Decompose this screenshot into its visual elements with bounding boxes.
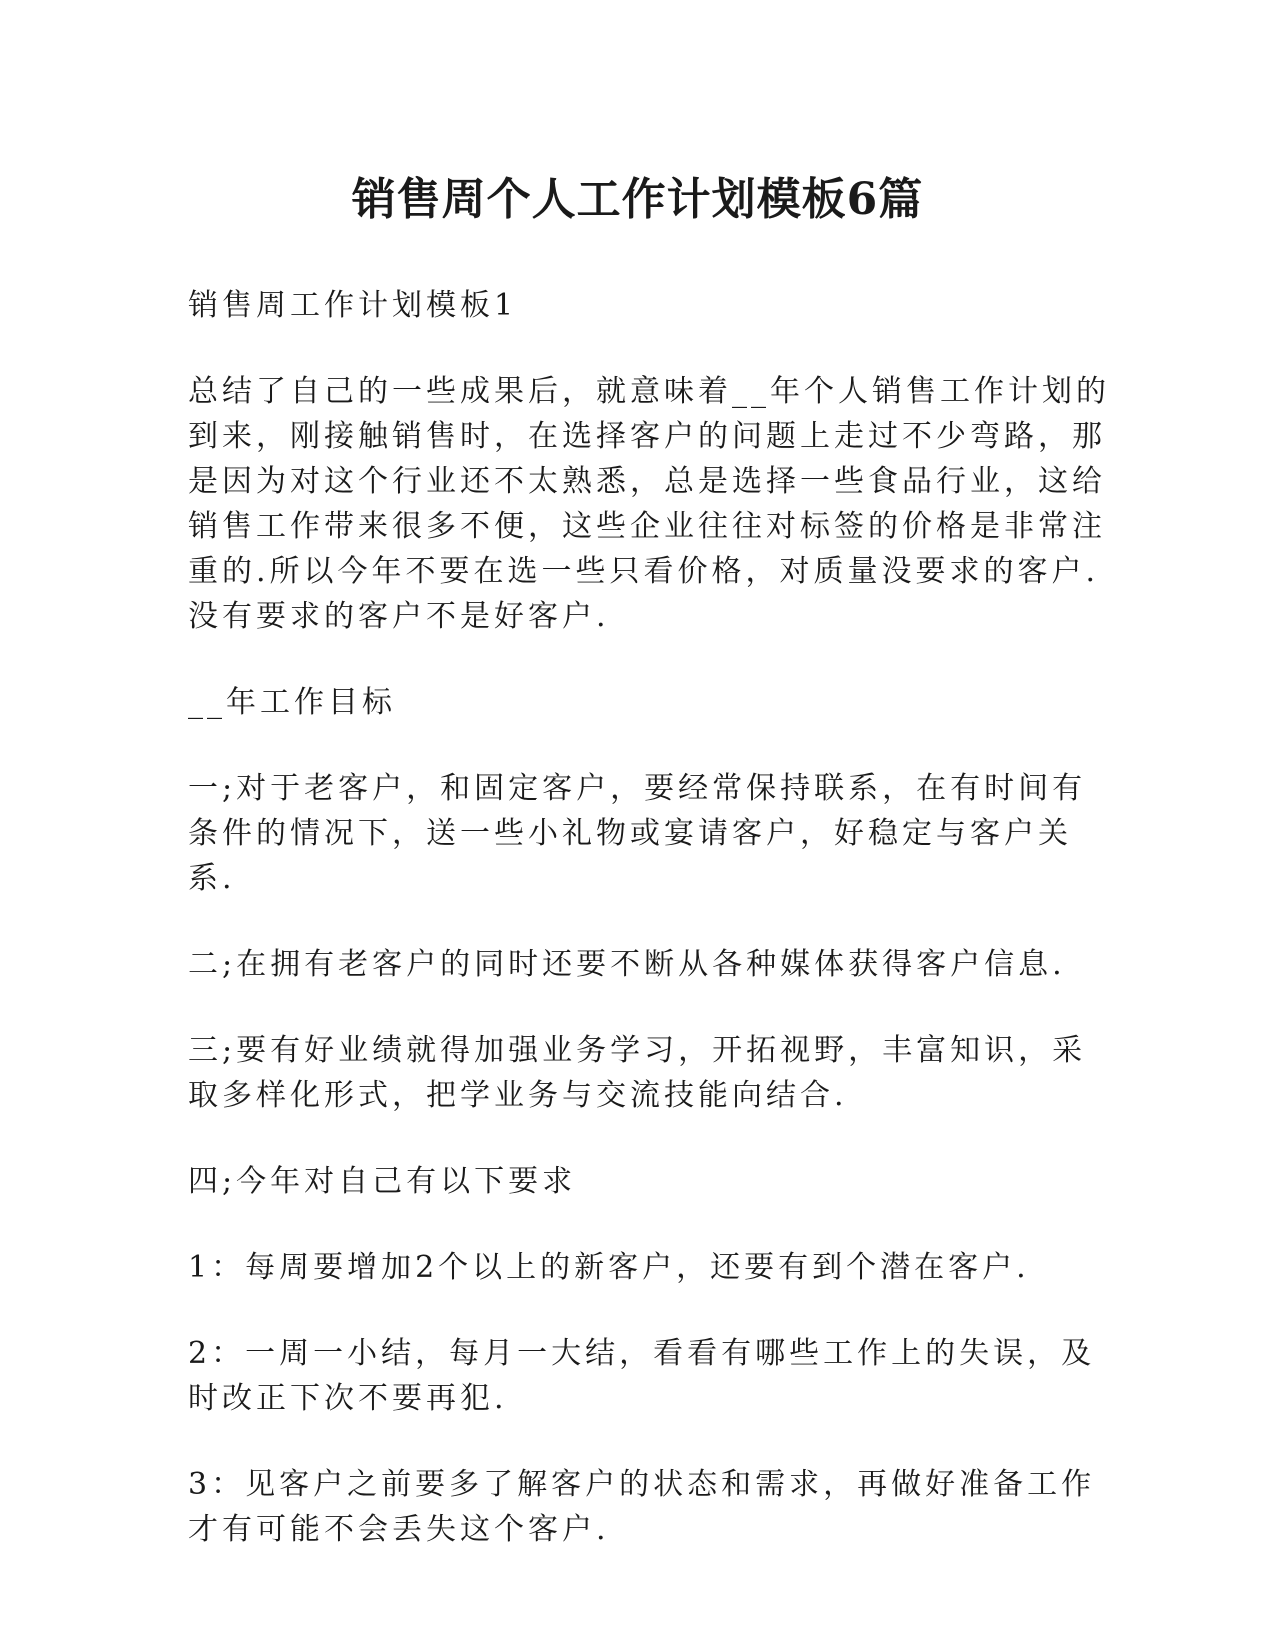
goal-item-2: 二;在拥有老客户的同时还要不断从各种媒体获得客户信息.	[188, 947, 1066, 982]
goal-item-3: 三;要有好业绩就得加强业务学习，开拓视野，丰富知识，采取多样化形式，把学业务与交流技能向结合.	[188, 1033, 1087, 1113]
goal-item-4: 四;今年对自己有以下要求	[188, 1164, 577, 1199]
paragraph-intro: 总结了自己的一些成果后，就意味着__年个人销售工作计划的到来，刚接触销售时，在选择客户的问题上走过不少弯路，那是因为对这个行业还不太熟悉，总是选择一些食品行业，这给销售工作带来很多不便，这些企业往往对标签的价格是非常注重的.所以今年不要在选一些只看价格，对质量没要求的客户.没有要求的客户不是好客户.	[188, 374, 1110, 634]
subheading-goals: __年工作目标	[188, 685, 396, 720]
document-body	[188, 283, 1118, 1593]
requirement-item-1: 1：每周要增加2个以上的新客户，还要有到个潜在客户.	[188, 1250, 1030, 1285]
requirement-item-2: 2：一周一小结，每月一大结，看看有哪些工作上的失误，及时改正下次不要再犯.	[188, 1336, 1096, 1416]
section-heading: 销售周工作计划模板1	[188, 288, 518, 323]
requirement-item-3: 3：见客户之前要多了解客户的状态和需求，再做好准备工作才有可能不会丢失这个客户.	[188, 1467, 1096, 1547]
document-title: 销售周个人工作计划模板6篇	[351, 174, 924, 225]
goal-item-1: 一;对于老客户，和固定客户，要经常保持联系，在有时间有条件的情况下，送一些小礼物或宴请客户，好稳定与客户关系.	[188, 771, 1087, 896]
